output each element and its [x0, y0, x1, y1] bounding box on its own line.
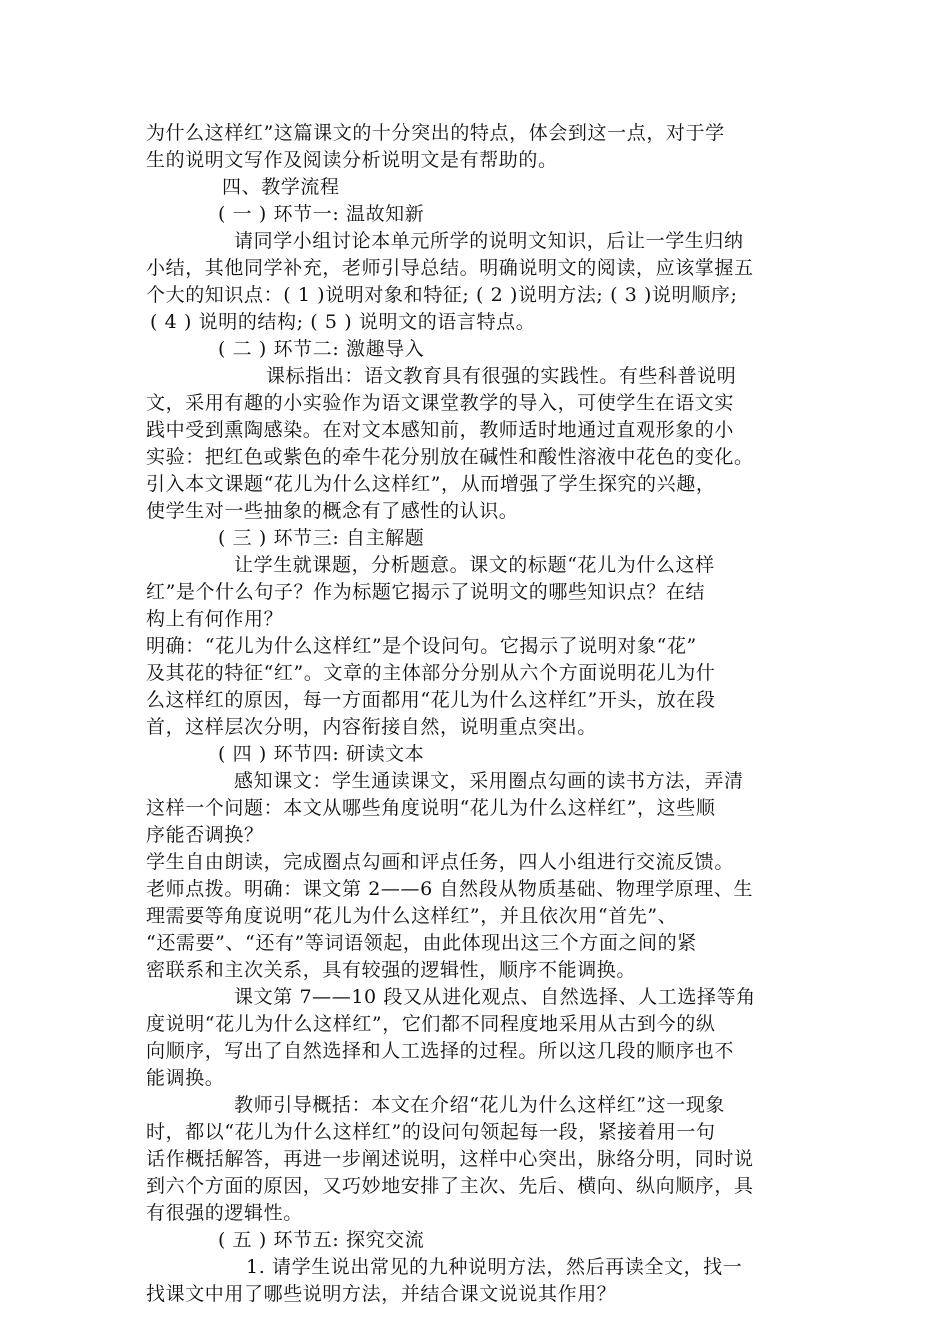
text-line: 序能否调换？: [146, 824, 264, 846]
text-line: 践中受到熏陶感染。在对文本感知前，教师适时地通过直观形象的小: [146, 419, 735, 441]
text-line: 老师点拨。明确：课文第 2——6 自然段从物质基础、物理学原理、生: [146, 878, 754, 900]
subsection-heading: ( 二 ) 环节二: 激趣导入: [218, 338, 425, 360]
text-line: 构上有何作用？: [146, 608, 284, 630]
text-line: 密联系和主次关系，具有较强的逻辑性，顺序不能调换。: [146, 959, 637, 981]
text-line: 使学生对一些抽象的概念有了感性的认识。: [146, 500, 519, 522]
text-line: 1. 请学生说出常见的九种说明方法，然后再读全文，找一: [246, 1256, 743, 1278]
text-line: 有很强的逻辑性。: [146, 1202, 303, 1224]
text-line: 个大的知识点：( 1 )说明对象和特征; ( 2 )说明方法; ( 3 )说明顺序;: [146, 284, 738, 306]
text-line: 首，这样层次分明，内容衔接自然，说明重点突出。: [146, 716, 597, 738]
text-line: 时，都以“花儿为什么这样红”的设问句领起每一段，紧接着用一句: [146, 1121, 716, 1143]
section-heading: 四、教学流程: [222, 176, 340, 198]
text-line: 为什么这样红”这篇课文的十分突出的特点，体会到这一点，对于学: [146, 122, 725, 144]
text-line: 实验：把红色或紫色的牵牛花分别放在碱性和酸性溶液中花色的变化。: [146, 446, 754, 468]
text-line: 请同学小组讨论本单元所学的说明文知识，后让一学生归纳: [234, 230, 744, 252]
text-line: ( 4 ) 说明的结构; ( 5 ) 说明文的语言特点。: [150, 311, 536, 333]
subsection-heading: ( 五 ) 环节五: 探究交流: [218, 1229, 425, 1251]
text-line: 红”是个什么句子？作为标题它揭示了说明文的哪些知识点？在结: [146, 581, 706, 603]
text-line: 么这样红的原因，每一方面都用“花儿为什么这样红”开头，放在段: [146, 689, 716, 711]
subsection-heading: ( 三 ) 环节三: 自主解题: [218, 527, 425, 549]
text-line: 能调换。: [146, 1067, 225, 1089]
text-line: 教师引导概括：本文在介绍“花儿为什么这样红”这一现象: [234, 1094, 726, 1116]
text-line: 到六个方面的原因，又巧妙地安排了主次、先后、横向、纵向顺序，具: [146, 1175, 754, 1197]
text-line: 理需要等角度说明“花儿为什么这样红”，并且依次用“首先”、: [146, 905, 678, 927]
text-line: “还需要”、“还有”等词语领起，由此体现出这三个方面之间的紧: [146, 932, 697, 954]
text-line: 感知课文：学生通读课文，采用圈点勾画的读书方法，弄清: [234, 770, 744, 792]
text-line: 让学生就课题，分析题意。课文的标题“花儿为什么这样: [234, 554, 715, 576]
text-line: 话作概括解答，再进一步阐述说明，这样中心突出，脉络分明，同时说: [146, 1148, 754, 1170]
subsection-heading: ( 一 ) 环节一: 温故知新: [218, 203, 425, 225]
text-line: 引入本文课题“花儿为什么这样红”，从而增强了学生探究的兴趣，: [146, 473, 716, 495]
text-line: 小结，其他同学补充，老师引导总结。明确说明文的阅读，应该掌握五: [146, 257, 754, 279]
text-line: 文，采用有趣的小实验作为语文课堂教学的导入，可使学生在语文实: [146, 392, 735, 414]
text-line: 向顺序，写出了自然选择和人工选择的过程。所以这几段的顺序也不: [146, 1040, 735, 1062]
text-line: 生的说明文写作及阅读分析说明文是有帮助的。: [146, 149, 558, 171]
subsection-heading: ( 四 ) 环节四: 研读文本: [218, 743, 425, 765]
text-line: 课标指出：语文教育具有很强的实践性。有些科普说明: [266, 365, 737, 387]
text-line: 明确：“花儿为什么这样红”是个设问句。它揭示了说明对象“花”: [146, 635, 697, 657]
text-line: 这样一个问题：本文从哪些角度说明“花儿为什么这样红”，这些顺: [146, 797, 716, 819]
text-line: 找课文中用了哪些说明方法，并结合课文说说其作用？: [146, 1283, 617, 1305]
text-line: 及其花的特征“红”。文章的主体部分分别从六个方面说明花儿为什: [146, 662, 716, 684]
text-line: 学生自由朗读，完成圈点勾画和评点任务，四人小组进行交流反馈。: [146, 851, 735, 873]
text-line: 课文第 7——10 段又从进化观点、自然选择、人工选择等角: [234, 986, 756, 1008]
text-line: 度说明“花儿为什么这样红”，它们都不同程度地采用从古到今的纵: [146, 1013, 716, 1035]
